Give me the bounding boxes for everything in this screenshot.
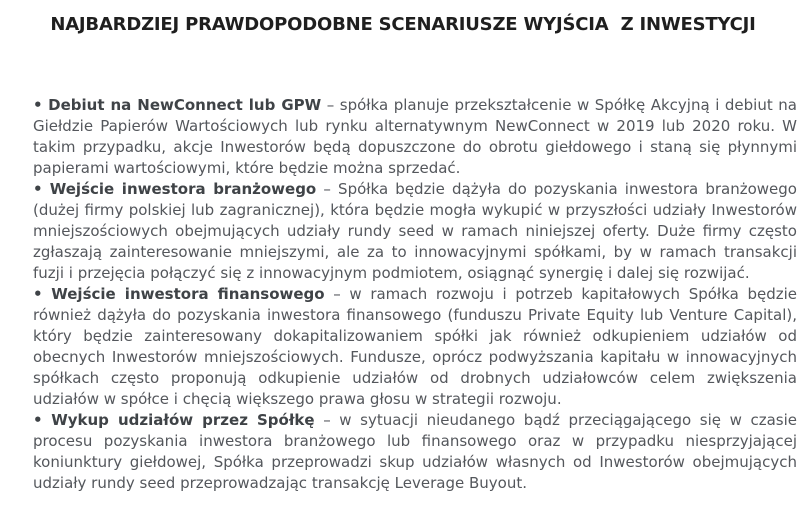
scenario-item-inwestor-finansowy xyxy=(33,284,797,410)
bullet-icon: • xyxy=(33,180,43,198)
scenario-item-inwestor-branzowy xyxy=(33,179,797,284)
scenario-body: w sytuacji nieudanego bądź przeciągającego się w czasie procesu pozyskania inwestora branżowego lub finansowego oraz w przypadku niesprzyjającej koniunktury giełdowej, Spółka przeprowadzi skup udziałów własnych od Inwestorów obejmujących udziały rundy seed przeprowadzając transakcję Leverage Buyout. xyxy=(33,411,797,492)
dash-separator: – xyxy=(323,411,331,429)
scenario-body: w ramach rozwoju i potrzeb kapitałowych Spółka będzie również dążyła do pozyskania inwestora finansowego (funduszu Private Equity lub Venture Capital), który będzie zainteresowany dokapitalizowaniem spółki jak również odkupieniem udziałów od obecnych Inwestorów mniejszościowych. Fundusze, oprócz podwyższania kapitału w innowacyjnych spółkach często proponują odkupienie udziałów od drobnych udziałowców celem zwiększenia udziałów w spółce i chęcią większego prawa głosu w strategii rozwoju. xyxy=(33,285,797,408)
scenario-heading: Debiut na NewConnect lub GPW xyxy=(48,96,322,114)
dash-separator: – xyxy=(323,180,331,198)
scenario-heading: Wejście inwestora branżowego xyxy=(49,180,317,198)
scenario-item-wykup-udzialow xyxy=(33,410,797,494)
scenario-item-debiut xyxy=(33,95,797,179)
scenario-heading: Wykup udziałów przez Spółkę xyxy=(51,411,315,429)
scenario-heading: Wejście inwestora finansowego xyxy=(51,285,325,303)
dash-separator: – xyxy=(333,285,341,303)
scenario-body: spółka planuje przekształcenie w Spółkę Akcyjną i debiut na Giełdzie Papierów Wartościowych lub rynku alternatywnym NewConnect w 2019 lub 2020 roku. W takim przypadku, akcje Inwestorów będą dopuszczone do obrotu giełdowego i staną się płynnymi papierami wartościowymi, które będzie można sprzedać. xyxy=(33,96,797,177)
bullet-icon: • xyxy=(33,285,43,303)
page-title: NAJBARDZIEJ PRAWDOPODOBNE SCENARIUSZE WYJŚCIA Z INWESTYCJI xyxy=(50,14,756,35)
scenario-body: Spółka będzie dążyła do pozyskania inwestora branżowego (dużej firmy polskiej lub zagranicznej), która będzie mogła wykupić w przyszłości udziały Inwestorów mniejszościowych obejmujących udziały rundy seed w ramach niniejszej oferty. Duże firmy często zgłaszają zainteresowanie mniejszymi, ale za to innowacyjnymi spółkami, by w ramach transakcji fuzji i przejęcia połączyć się z innowacyjnym podmiotem, osiągnąć synergię i dalej się rozwijać. xyxy=(33,180,797,282)
scenario-list xyxy=(33,95,797,494)
bullet-icon: • xyxy=(33,96,43,114)
bullet-icon: • xyxy=(33,411,43,429)
dash-separator: – xyxy=(326,96,335,114)
